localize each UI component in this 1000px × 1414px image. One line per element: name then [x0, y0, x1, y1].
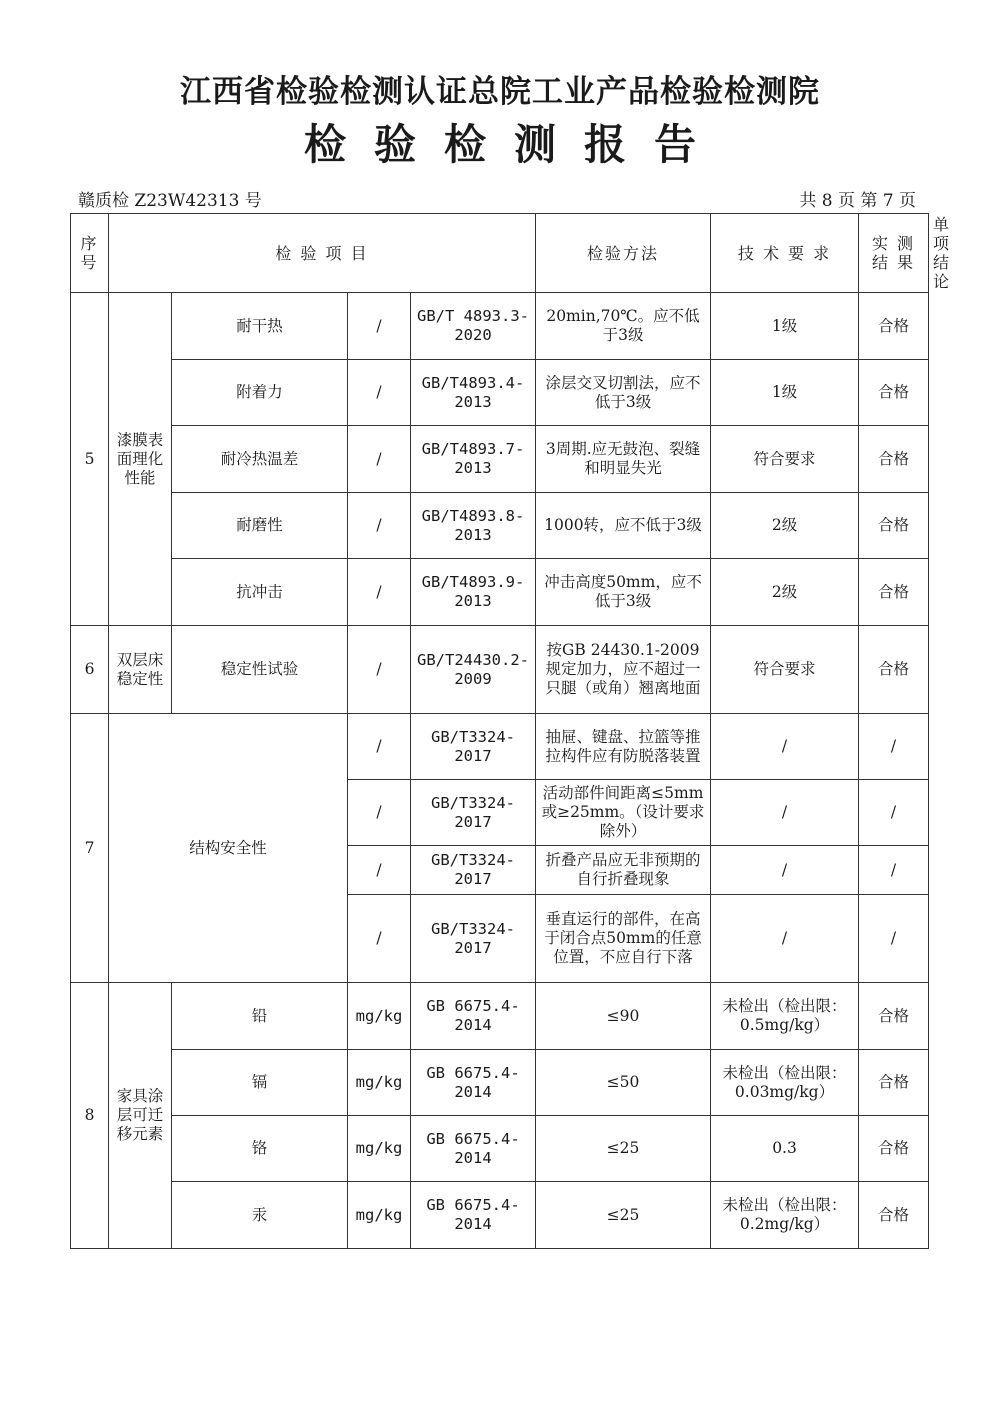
result-cell: 0.3: [711, 1116, 859, 1182]
seq-cell: 6: [71, 626, 109, 714]
unit-cell: mg/kg: [348, 1116, 411, 1182]
unit-cell: /: [348, 360, 411, 426]
result-cell: 未检出（检出限：0.5mg/kg）: [711, 983, 859, 1050]
result-cell: 2级: [711, 493, 859, 559]
col-method-header: 检验方法: [536, 214, 711, 293]
col-seq-header: 序号: [71, 214, 109, 293]
result-cell: 符合要求: [711, 626, 859, 714]
unit-cell: /: [348, 846, 411, 895]
method-cell: GB/T3324-2017: [411, 780, 536, 846]
conclusion-cell: 合格: [859, 559, 929, 626]
result-cell: 1级: [711, 360, 859, 426]
unit-cell: /: [348, 714, 411, 780]
report-number: 赣质检 Z23W42313 号: [78, 191, 262, 211]
category-cell: 漆膜表面理化性能: [109, 293, 172, 626]
unit-cell: /: [348, 895, 411, 983]
method-cell: GB/T3324-2017: [411, 895, 536, 983]
sub-item-cell: 镉: [172, 1050, 348, 1116]
unit-cell: mg/kg: [348, 1182, 411, 1249]
table-row: [71, 360, 929, 426]
requirement-cell: ≤25: [536, 1182, 711, 1249]
table-row: [71, 559, 929, 626]
method-cell: GB/T3324-2017: [411, 714, 536, 780]
sub-item-cell: 附着力: [172, 360, 348, 426]
requirement-cell: 冲击高度50mm，应不低于3级: [536, 559, 711, 626]
inspection-table: [70, 213, 952, 1249]
method-cell: GB/T4893.7-2013: [411, 426, 536, 493]
table-row: [71, 626, 929, 714]
result-cell: 2级: [711, 559, 859, 626]
unit-cell: mg/kg: [348, 1050, 411, 1116]
category-cell: 双层床稳定性: [109, 626, 172, 714]
result-cell: /: [711, 895, 859, 983]
sub-item-cell: 稳定性试验: [172, 626, 348, 714]
requirement-cell: 垂直运行的部件，在高于闭合点50mm的任意位置，不应自行下落: [536, 895, 711, 983]
sub-item-cell: 耐干热: [172, 293, 348, 360]
requirement-cell: 20min,70℃。应不低于3级: [536, 293, 711, 360]
table-row: [71, 1050, 929, 1116]
sub-item-cell: 铅: [172, 983, 348, 1050]
result-cell: 1级: [711, 293, 859, 360]
requirement-cell: 活动部件间距离≤5mm或≥25mm。（设计要求除外）: [536, 780, 711, 846]
conclusion-cell: 合格: [859, 426, 929, 493]
header-row: 序号 检 验 项 目 检验方法 技 术 要 求 实 测 结 果 单项结论: [71, 214, 929, 293]
result-cell: 符合要求: [711, 426, 859, 493]
method-cell: GB/T4893.8-2013: [411, 493, 536, 559]
unit-cell: /: [348, 780, 411, 846]
result-cell: /: [711, 714, 859, 780]
category-cell: 家具涂层可迁移元素: [109, 983, 172, 1249]
col-result-header: 实 测 结 果: [859, 214, 929, 293]
page-info: 共 8 页 第 7 页: [799, 191, 916, 211]
conclusion-cell: /: [859, 846, 929, 895]
unit-cell: /: [348, 426, 411, 493]
unit-cell: /: [348, 626, 411, 714]
method-cell: GB 6675.4-2014: [411, 983, 536, 1050]
seq-cell: 7: [71, 714, 109, 983]
sub-item-cell: 抗冲击: [172, 559, 348, 626]
col-item-header: 检 验 项 目: [109, 214, 536, 293]
method-cell: GB/T24430.2-2009: [411, 626, 536, 714]
result-cell: 未检出（检出限：0.03mg/kg）: [711, 1050, 859, 1116]
requirement-cell: ≤25: [536, 1116, 711, 1182]
sub-item-cell: 汞: [172, 1182, 348, 1249]
table-row: [71, 493, 929, 559]
requirement-cell: 抽屉、键盘、拉篮等推拉构件应有防脱落装置: [536, 714, 711, 780]
conclusion-cell: 合格: [859, 983, 929, 1050]
conclusion-cell: 合格: [859, 1182, 929, 1249]
unit-cell: mg/kg: [348, 983, 411, 1050]
requirement-cell: ≤90: [536, 983, 711, 1050]
sub-item-cell: 耐冷热温差: [172, 426, 348, 493]
category-cell: 结构安全性: [109, 714, 348, 983]
result-cell: 未检出（检出限：0.2mg/kg）: [711, 1182, 859, 1249]
table-row: [71, 714, 929, 780]
conclusion-cell: 合格: [859, 1050, 929, 1116]
sub-item-cell: 耐磨性: [172, 493, 348, 559]
method-cell: GB 6675.4-2014: [411, 1182, 536, 1249]
report-title: 检验检测报告: [303, 120, 724, 169]
method-cell: GB 6675.4-2014: [411, 1116, 536, 1182]
requirement-cell: 3周期.应无鼓泡、裂缝和明显失光: [536, 426, 711, 493]
conclusion-cell: /: [859, 780, 929, 846]
table-row: [71, 983, 929, 1050]
requirement-cell: 1000转，应不低于3级: [536, 493, 711, 559]
table-row: [71, 1116, 929, 1182]
seq-cell: 5: [71, 293, 109, 626]
requirement-cell: 涂层交叉切割法，应不低于3级: [536, 360, 711, 426]
method-cell: GB 6675.4-2014: [411, 1050, 536, 1116]
method-cell: GB/T4893.4-2013: [411, 360, 536, 426]
conclusion-cell: /: [859, 895, 929, 983]
requirement-cell: ≤50: [536, 1050, 711, 1116]
col-requirement-header: 技 术 要 求: [711, 214, 859, 293]
requirement-cell: 按GB 24430.1-2009规定加力，应不超过一只腿（或角）翘离地面: [536, 626, 711, 714]
unit-cell: /: [348, 559, 411, 626]
conclusion-cell: 合格: [859, 360, 929, 426]
method-cell: GB/T3324-2017: [411, 846, 536, 895]
method-cell: GB/T 4893.3-2020: [411, 293, 536, 360]
table-row: [71, 1182, 929, 1249]
unit-cell: /: [348, 493, 411, 559]
conclusion-cell: 合格: [859, 293, 929, 360]
result-cell: /: [711, 780, 859, 846]
method-cell: GB/T4893.9-2013: [411, 559, 536, 626]
organization-name: 江西省检验检测认证总院工业产品检验检测院: [180, 74, 820, 110]
unit-cell: /: [348, 293, 411, 360]
result-cell: /: [711, 846, 859, 895]
conclusion-cell: 合格: [859, 626, 929, 714]
table-row: [71, 293, 929, 360]
conclusion-cell: 合格: [859, 1116, 929, 1182]
table-row: [71, 426, 929, 493]
seq-cell: 8: [71, 983, 109, 1249]
conclusion-cell: /: [859, 714, 929, 780]
requirement-cell: 折叠产品应无非预期的自行折叠现象: [536, 846, 711, 895]
conclusion-cell: 合格: [859, 493, 929, 559]
sub-item-cell: 铬: [172, 1116, 348, 1182]
